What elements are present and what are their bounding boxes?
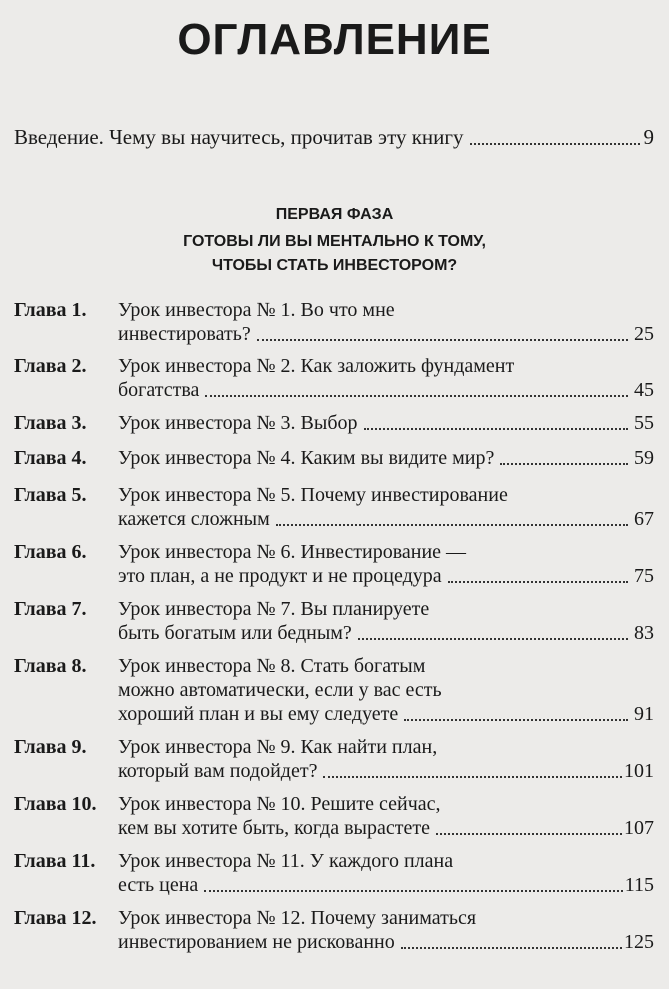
- chapter-title-line: хороший план и вы ему следуете: [118, 703, 399, 725]
- chapter-title-line: инвестировать?: [118, 323, 251, 345]
- chapter-page: 59: [634, 447, 654, 469]
- chapter-title: [118, 792, 654, 840]
- chapter-title-line: Урок инвестора № 10. Решите сейчас,: [118, 793, 441, 815]
- chapter-label: Глава 8.: [14, 655, 87, 677]
- intro-text: Введение. Чему вы научитесь, прочитав эту книгу: [14, 125, 464, 149]
- chapter-title-line: который вам подойдет?: [118, 760, 318, 782]
- chapter-page: 91: [634, 703, 654, 725]
- chapter-title-line: богатства: [118, 379, 200, 401]
- chapter-title: [118, 540, 654, 588]
- chapter-entry: [14, 735, 654, 783]
- chapter-entry: [14, 540, 654, 588]
- chapter-entry: [14, 298, 654, 346]
- chapter-title-line: кажется сложным: [118, 508, 270, 530]
- chapter-title: [118, 735, 654, 783]
- chapter-label: Глава 5.: [14, 484, 87, 506]
- chapter-title: [118, 298, 654, 346]
- chapter-title: [118, 483, 654, 531]
- dot-leader: [364, 427, 629, 430]
- chapter-label: Глава 10.: [14, 793, 97, 815]
- chapter-title-line: Урок инвестора № 8. Стать богатым: [118, 655, 426, 677]
- chapter-title-line: Урок инвестора № 6. Инвестирование —: [118, 541, 467, 563]
- chapter-title-line: Урок инвестора № 11. У каждого плана: [118, 850, 454, 872]
- chapter-title-line: Урок инвестора № 12. Почему заниматься: [118, 907, 477, 929]
- intro-page: 9: [643, 125, 654, 149]
- chapter-page: 107: [624, 817, 654, 839]
- chapter-title-line: Урок инвестора № 7. Вы планируете: [118, 598, 430, 620]
- chapter-label: Глава 1.: [14, 299, 87, 321]
- chapter-title-line: можно автоматически, если у вас есть: [118, 679, 442, 701]
- chapter-label: Глава 7.: [14, 598, 87, 620]
- chapter-title-line: быть богатым или бедным?: [118, 622, 352, 644]
- chapter-title-line: Урок инвестора № 4. Каким вы видите мир?: [118, 447, 495, 469]
- chapter-title-line: кем вы хотите быть, когда вырастете: [118, 817, 430, 839]
- chapter-page: 75: [634, 565, 654, 587]
- chapter-page: 45: [634, 379, 654, 401]
- chapter-title: [118, 849, 654, 897]
- chapter-page: 101: [624, 760, 654, 782]
- chapter-label: Глава 12.: [14, 907, 97, 929]
- phase-label: ПЕРВАЯ ФАЗА: [275, 206, 394, 223]
- chapter-label: Глава 9.: [14, 736, 87, 758]
- chapter-entry: [14, 792, 654, 840]
- page-title: ОГЛАВЛЕНИЕ: [177, 15, 492, 64]
- chapter-entry: [14, 354, 654, 402]
- chapter-page: 67: [634, 508, 654, 530]
- dot-leader: [448, 580, 628, 583]
- dot-leader: [401, 946, 622, 949]
- chapter-label: Глава 6.: [14, 541, 87, 563]
- chapter-page: 55: [634, 412, 654, 434]
- chapter-title-line: это план, а не продукт и не процедура: [118, 565, 442, 587]
- chapter-page: 83: [634, 622, 654, 644]
- phase-subtitle-line1: ГОТОВЫ ЛИ ВЫ МЕНТАЛЬНО К ТОМУ,: [183, 233, 486, 250]
- chapter-title-line: Урок инвестора № 2. Как заложить фундамент: [118, 355, 515, 377]
- chapter-label: Глава 2.: [14, 355, 87, 377]
- chapter-label: Глава 4.: [14, 447, 87, 469]
- dot-leader: [436, 832, 622, 835]
- phase-subtitle-line2: ЧТОБЫ СТАТЬ ИНВЕСТОРОМ?: [211, 257, 458, 274]
- chapter-title: [118, 411, 654, 435]
- dot-leader: [323, 775, 622, 778]
- chapter-entry: [14, 446, 654, 470]
- chapter-label: Глава 11.: [14, 850, 96, 872]
- chapter-title: [118, 906, 654, 954]
- chapter-entry: [14, 849, 654, 897]
- chapter-page: 25: [634, 323, 654, 345]
- dot-leader: [358, 637, 628, 640]
- chapter-entry: [14, 597, 654, 645]
- dot-leader: [276, 523, 628, 526]
- dot-leader: [500, 462, 628, 465]
- chapter-entry: [14, 411, 654, 435]
- chapter-entry: [14, 654, 654, 726]
- chapter-title: [118, 597, 654, 645]
- chapter-title: [118, 446, 654, 470]
- chapter-title-line: Урок инвестора № 5. Почему инвестирование: [118, 484, 508, 506]
- chapter-page: 125: [624, 931, 654, 953]
- chapter-title-line: Урок инвестора № 3. Выбор: [118, 412, 358, 434]
- chapter-title: [118, 354, 654, 402]
- chapter-title-line: есть цена: [118, 874, 199, 896]
- chapter-label: Глава 3.: [14, 412, 87, 434]
- chapter-entry: [14, 906, 654, 954]
- chapter-title-line: Урок инвестора № 9. Как найти план,: [118, 736, 438, 758]
- dot-leader: [470, 142, 640, 145]
- chapter-title: [118, 654, 654, 726]
- dot-leader: [204, 889, 622, 892]
- intro-entry: [14, 124, 654, 150]
- dot-leader: [205, 394, 628, 397]
- chapter-title-line: инвестированием не рискованно: [118, 931, 395, 953]
- chapter-page: 115: [624, 874, 654, 896]
- dot-leader: [257, 338, 628, 341]
- chapter-title-line: Урок инвестора № 1. Во что мне: [118, 299, 395, 321]
- chapter-entry: [14, 483, 654, 531]
- dot-leader: [404, 718, 628, 721]
